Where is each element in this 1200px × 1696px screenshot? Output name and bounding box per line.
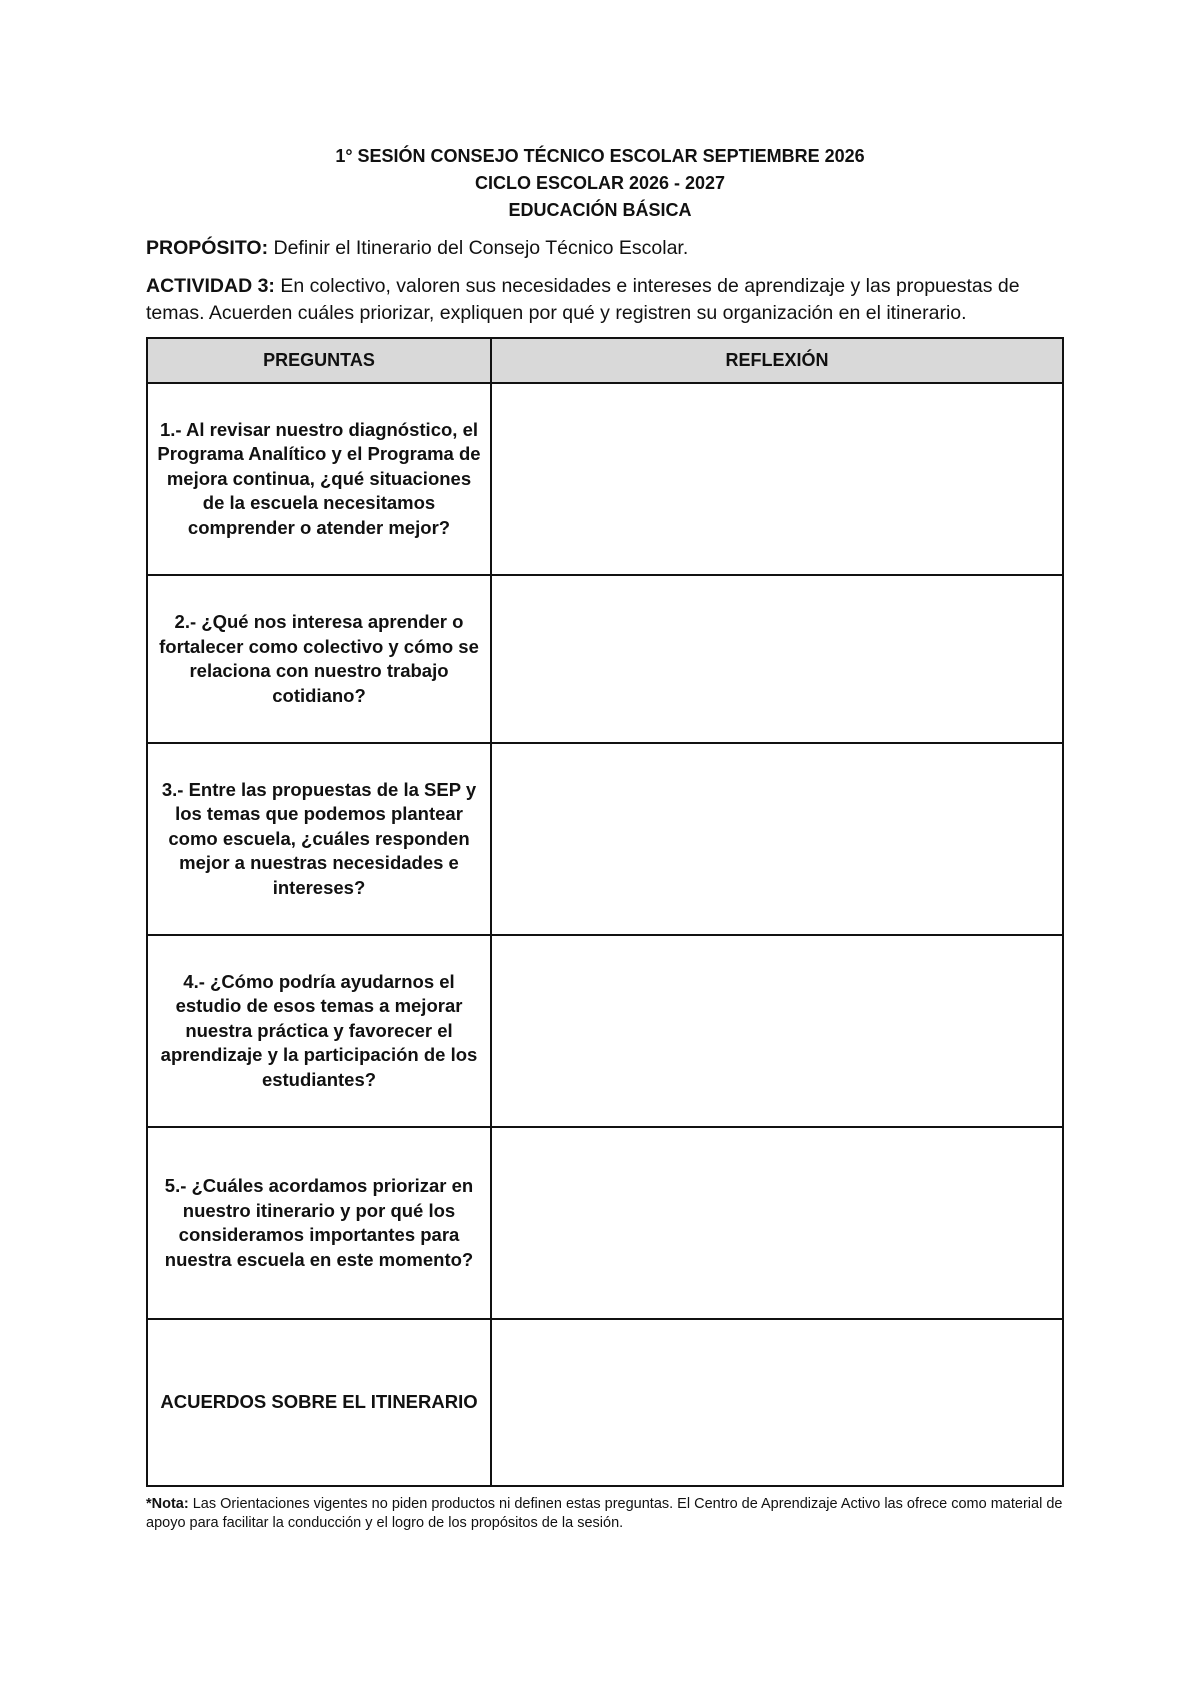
- header-education-level: EDUCACIÓN BÁSICA: [508, 200, 692, 220]
- reflection-cell-1[interactable]: [491, 383, 1063, 575]
- questions-table: [146, 337, 1064, 1487]
- question-cell-3: 3.- Entre las propuestas de la SEP y los temas que podemos plantear como escuela, ¿cuáles responden mejor a nuestras necesidades e intereses?: [147, 743, 491, 935]
- table-row: [147, 743, 1063, 935]
- activity-text: En colectivo, valoren sus necesidades e intereses de aprendizaje y las propuestas de temas. Acuerden cuáles priorizar, expliquen por qué y registren su organización en el itinerario.: [146, 275, 1020, 324]
- reflection-cell-5[interactable]: [491, 1127, 1063, 1319]
- activity-paragraph: [146, 273, 1066, 327]
- table-row: [147, 1319, 1063, 1486]
- table-row: [147, 575, 1063, 743]
- agreements-reflection-cell[interactable]: [491, 1319, 1063, 1486]
- document-header: [0, 143, 1200, 224]
- agreements-cell: ACUERDOS SOBRE EL ITINERARIO: [147, 1319, 491, 1486]
- header-questions: PREGUNTAS: [147, 338, 491, 383]
- reflection-cell-2[interactable]: [491, 575, 1063, 743]
- question-cell-2: 2.- ¿Qué nos interesa aprender o fortalecer como colectivo y cómo se relaciona con nuestro trabajo cotidiano?: [147, 575, 491, 743]
- activity-label: ACTIVIDAD 3:: [146, 275, 275, 297]
- question-cell-1: 1.- Al revisar nuestro diagnóstico, el Programa Analítico y el Programa de mejora continua, ¿qué situaciones de la escuela necesitamos comprender o atender mejor?: [147, 383, 491, 575]
- table-row: [147, 935, 1063, 1127]
- footnote-label: *Nota:: [146, 1496, 189, 1512]
- question-cell-4: 4.- ¿Cómo podría ayudarnos el estudio de esos temas a mejorar nuestra práctica y favorecer el aprendizaje y la participación de los estudiantes?: [147, 935, 491, 1127]
- purpose-label: PROPÓSITO:: [146, 237, 269, 259]
- header-session-title: 1° SESIÓN CONSEJO TÉCNICO ESCOLAR SEPTIEMBRE 2026: [335, 146, 865, 166]
- table-row: [147, 1127, 1063, 1319]
- reflection-cell-3[interactable]: [491, 743, 1063, 935]
- header-school-cycle: CICLO ESCOLAR 2026 - 2027: [474, 173, 726, 193]
- question-cell-5: 5.- ¿Cuáles acordamos priorizar en nuestro itinerario y por qué los consideramos importantes para nuestra escuela en este momento?: [147, 1127, 491, 1319]
- purpose-paragraph: [146, 235, 1066, 262]
- footnote: [146, 1495, 1066, 1533]
- footnote-text: Las Orientaciones vigentes no piden productos ni definen estas preguntas. El Centro de Aprendizaje Activo las ofrece como material de apoyo para facilitar la conducción y el logro de los propósitos de la sesión.: [146, 1496, 1063, 1531]
- header-reflection: REFLEXIÓN: [491, 338, 1063, 383]
- table-header-row: [147, 338, 1063, 383]
- reflection-cell-4[interactable]: [491, 935, 1063, 1127]
- purpose-text: Definir el Itinerario del Consejo Técnico Escolar.: [268, 237, 689, 259]
- table-row: [147, 383, 1063, 575]
